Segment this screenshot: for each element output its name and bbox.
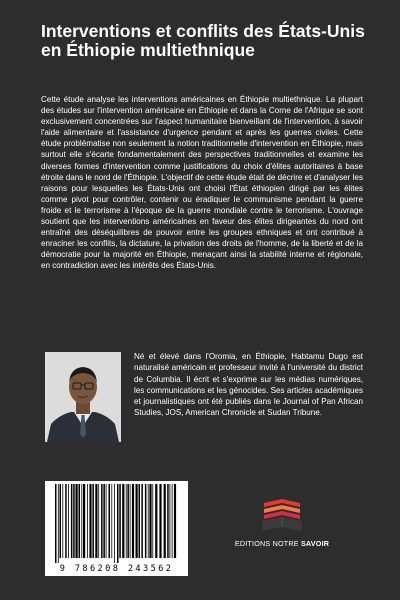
barcode-bar bbox=[149, 484, 151, 558]
book-title: Interventions et conflits des États-Unis en Éthiopie multiethnique bbox=[41, 21, 365, 60]
barcode-bar bbox=[65, 484, 67, 558]
barcode-bar bbox=[145, 484, 147, 558]
barcode-bar bbox=[101, 484, 103, 558]
barcode-bar bbox=[60, 484, 62, 558]
barcode-bar bbox=[119, 484, 121, 558]
author-photo bbox=[45, 352, 121, 442]
barcode-bar bbox=[81, 484, 82, 558]
barcode-bar bbox=[136, 484, 138, 558]
barcode-bar bbox=[174, 484, 176, 558]
barcode-bar bbox=[172, 484, 173, 558]
barcode-bar bbox=[87, 484, 88, 558]
barcode-bar bbox=[159, 484, 161, 558]
barcode-bar bbox=[126, 484, 127, 558]
barcode-bar bbox=[95, 484, 97, 558]
barcode-bar bbox=[98, 484, 99, 558]
author-bio: Né et élevé dans l'Oromia, en Éthiopie, Habtamu Dugo est naturalisé américain et professeur invité à l'université du district de Columbia. Il écrit et s'exprime sur les médias numériques, les communications et les génocides. Ses articles académiques et journalistiques ont été publiés dans le Journal of Pan African Studies, JOS, American Chronicle et Sudan Tribune. bbox=[134, 352, 363, 418]
publisher-book-icon bbox=[258, 497, 306, 535]
barcode-bar bbox=[167, 484, 169, 558]
publisher-name-emphasis: SAVOIR bbox=[300, 539, 330, 548]
barcode-bar bbox=[92, 484, 94, 558]
barcode-bar bbox=[106, 484, 107, 558]
barcode-bar bbox=[62, 484, 63, 558]
barcode-bar bbox=[103, 484, 105, 558]
barcode-bar bbox=[71, 484, 73, 558]
barcode-bar bbox=[73, 484, 75, 558]
publisher-name-prefix: EDITIONS NOTRE bbox=[234, 539, 301, 548]
isbn-number: 9 786208 243562 bbox=[59, 564, 174, 574]
barcode-bar bbox=[170, 484, 171, 558]
barcode-bar bbox=[58, 484, 59, 563]
barcode-bars bbox=[45, 481, 188, 563]
barcode-bar bbox=[122, 484, 124, 558]
book-summary: Cette étude analyse les interventions américaines en Éthiopie multiethnique. La plupart des études sur l'intervention américaine en Éthiopie et dans la Corne de l'Afrique se sont exclusivement concentrées sur l'aspect humanitaire bienveillant de l'intervention, à savoir l'aide alimentaire et l'assistance d'urgence pendant et après les guerres civiles. Cette étude problématise non seulement la notion traditionnelle d'intervention en Éthiopie, mais surtout elle s'écarte fondamentalement des perspectives traditionnelles et examine les diverses formes d'intervention comme justifications du choix d'élites autoritaires à base étroite dans le nord de l'Éthiopie. L'objectif de cette étude était de décrire et d'analyser les raisons pour lesquelles les États-Unis ont choisi l'État éthiopien dirigé par les élites comme pivot pour contrôler, contenir ou éradiquer le communisme pendant la guerre froide et le terrorisme à l'époque de la guerre mondiale contre le terrorisme. L'ouvrage soutient que les interventions américaines en faveur des élites dirigeantes du nord ont entraîné des déséquilibres de pouvoir entre les groupes ethniques et ont contribué à enraciner les conflits, la dictature, la privation des droits de l'homme, de la liberté et de la démocratie pour la majorité en Éthiopie, menaçant ainsi la stabilité interne et régionale, en contradiction avec les intérêts des États-Unis. bbox=[41, 95, 363, 271]
barcode-bar bbox=[68, 484, 69, 558]
barcode-bar bbox=[114, 484, 115, 563]
barcode-bar bbox=[132, 484, 134, 558]
barcode-bar bbox=[83, 484, 85, 558]
barcode-bar bbox=[127, 484, 128, 558]
barcode-bar bbox=[152, 484, 153, 558]
barcode-bar bbox=[130, 484, 131, 558]
barcode bbox=[45, 481, 188, 576]
barcode-bar bbox=[76, 484, 78, 558]
barcode-bar bbox=[155, 484, 157, 558]
barcode-bar bbox=[89, 484, 91, 558]
barcode-bar bbox=[139, 484, 141, 558]
barcode-bar bbox=[79, 484, 81, 558]
barcode-bar bbox=[55, 484, 57, 563]
publisher-name bbox=[232, 539, 332, 548]
barcode-bar bbox=[109, 484, 111, 558]
barcode-bar bbox=[117, 484, 119, 563]
barcode-bar bbox=[164, 484, 166, 558]
barcode-bar bbox=[111, 484, 112, 558]
barcode-bar bbox=[141, 484, 143, 558]
barcode-bar bbox=[148, 484, 149, 558]
